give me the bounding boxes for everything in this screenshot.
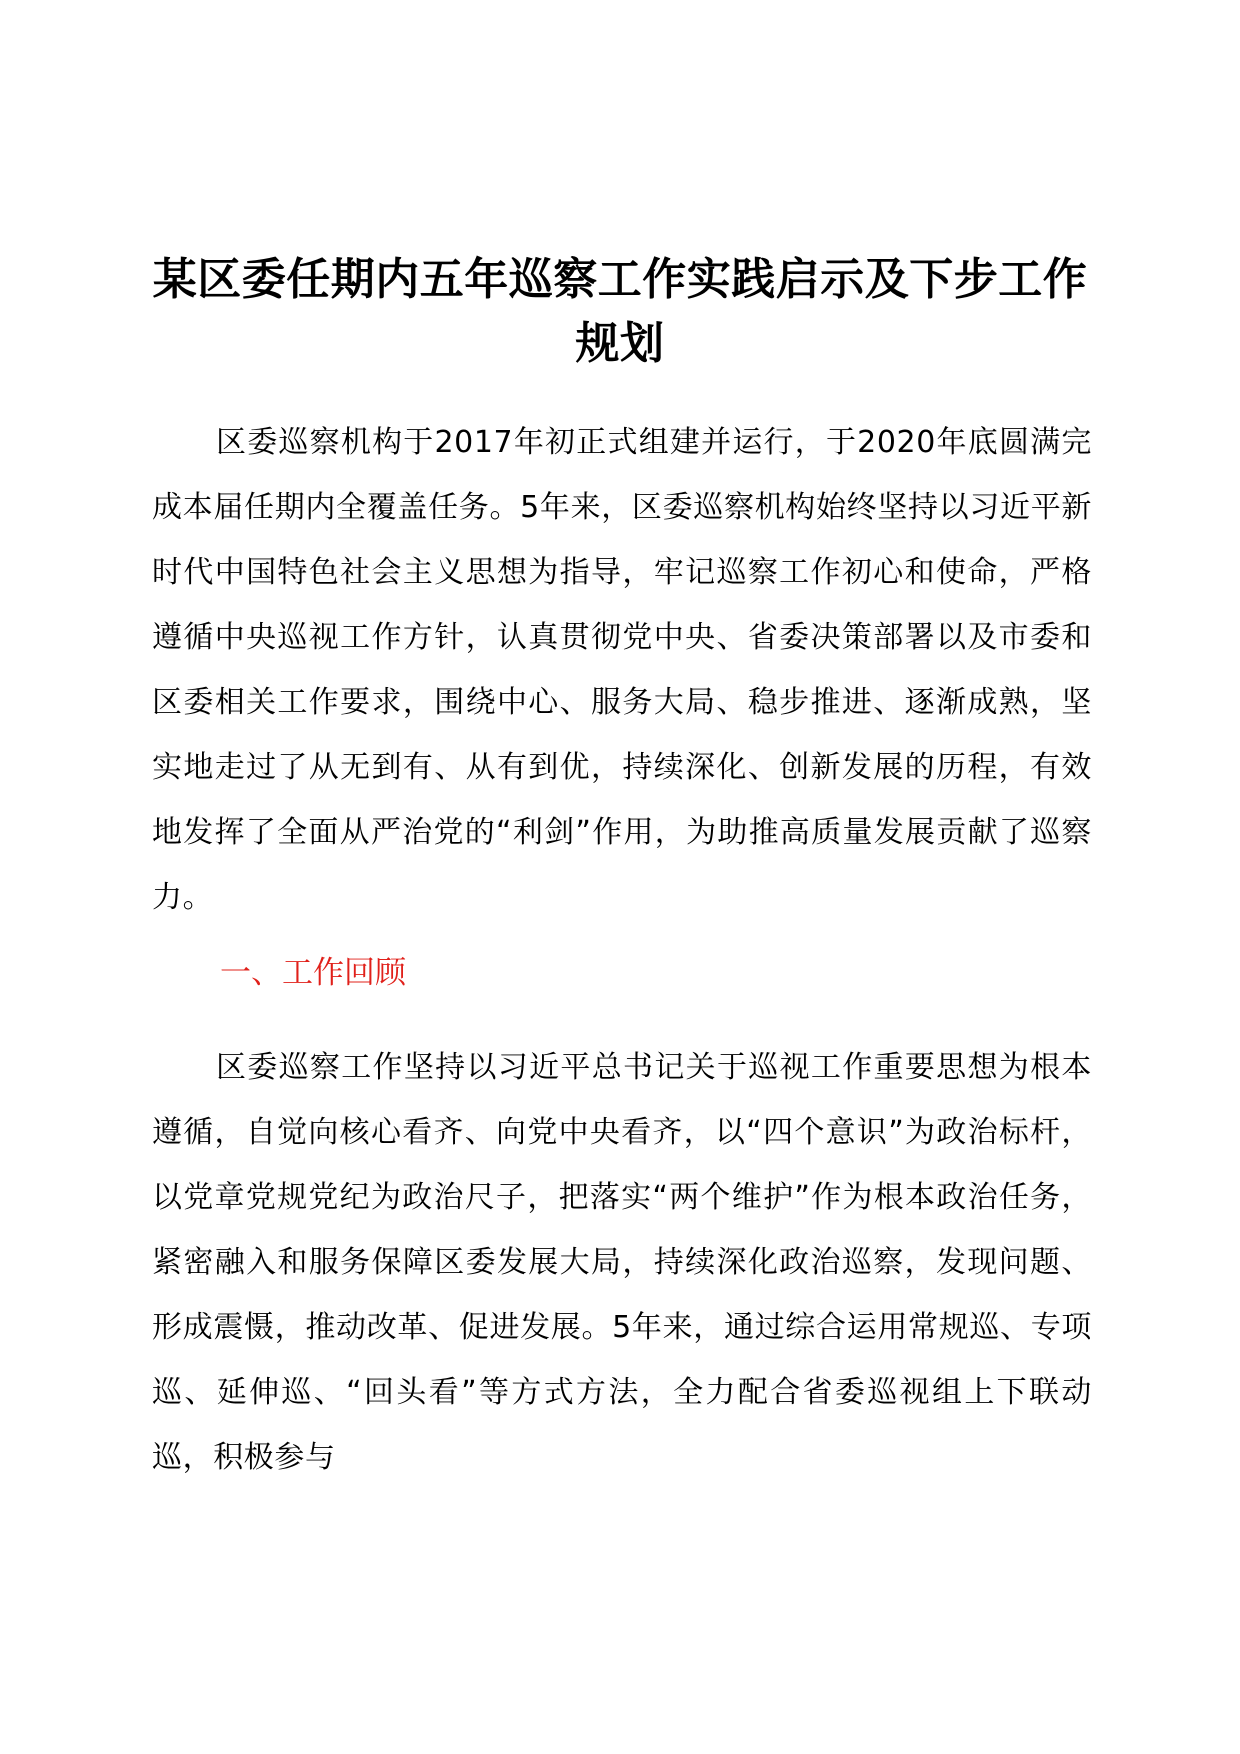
intro-paragraph: 区委巡察机构于2017年初正式组建并运行，于2020年底圆满完成本届任期内全覆盖任务。5年来，区委巡察机构始终坚持以习近平新时代中国特色社会主义思想为指导，牢记巡察工作初心和使命，严格遵循中央巡视工作方针，认真贯彻党中央、省委决策部署以及市委和区委相关工作要求，围绕中心、服务大局、稳步推进、逐渐成熟，坚实地走过了从无到有、从有到优，持续深化、创新发展的历程，有效地发挥了全面从严治党的“利剑”作用，为助推高质量发展贡献了巡察力。 bbox=[152, 425, 1092, 915]
work-review-paragraph: 区委巡察工作坚持以习近平总书记关于巡视工作重要思想为根本遵循，自觉向核心看齐、向党中央看齐，以“四个意识”为政治标杆，以党章党规党纪为政治尺子，把落实“两个维护”作为根本政治任务，紧密融入和服务保障区委发展大局，持续深化政治巡察，发现问题、形成震慑，推动改革、促进发展。5年来，通过综合运用常规巡、专项巡、延伸巡、“回头看”等方式方法，全力配合省委巡视组上下联动巡，积极参与 bbox=[152, 1050, 1092, 1475]
document-title: 某区委任期内五年巡察工作实践启示及下步工作规划 bbox=[152, 254, 1088, 369]
section-heading-block bbox=[152, 948, 1092, 998]
work-review-section bbox=[152, 1035, 1092, 1490]
section-heading-work-review: 一、工作回顾 bbox=[220, 955, 406, 991]
intro-section bbox=[152, 410, 1092, 930]
